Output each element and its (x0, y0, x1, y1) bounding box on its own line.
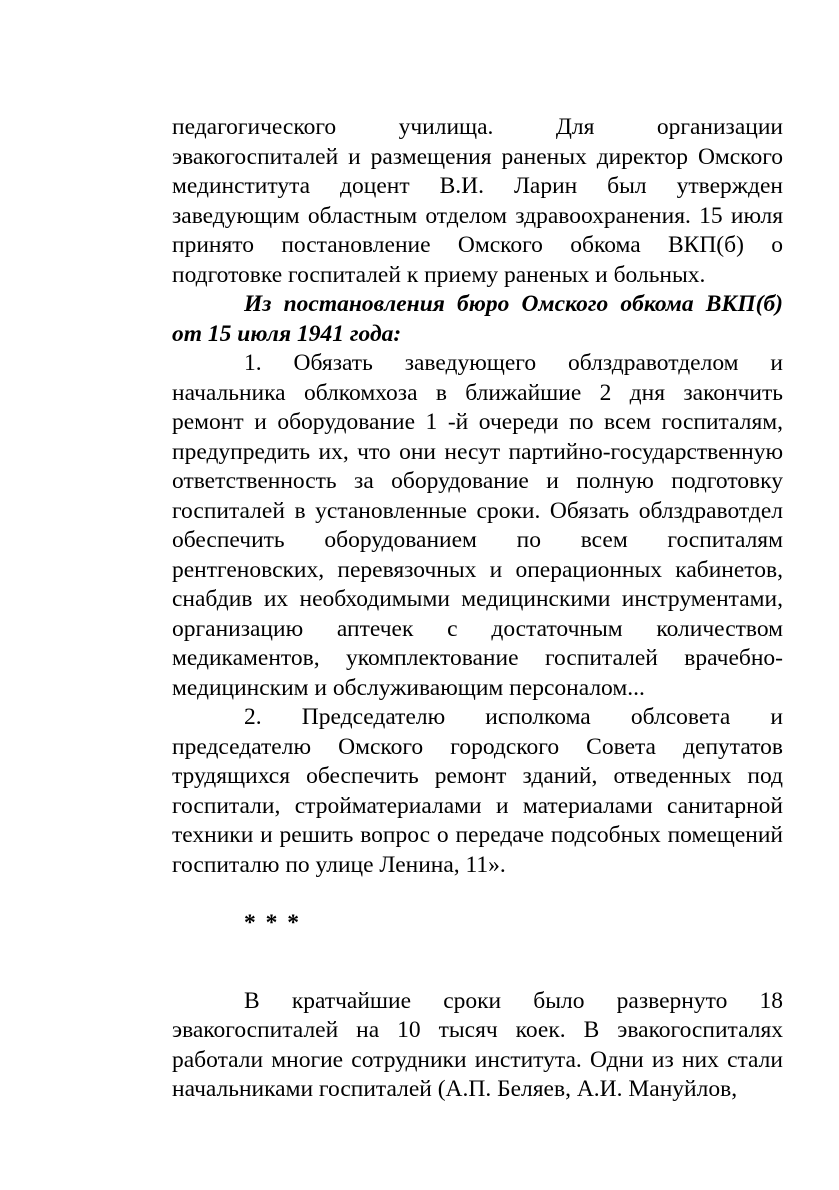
paragraph-hospitals: В кратчайшие сроки было развернуто 18 эвакогоспиталей на 10 тысяч коек. В эвакогоспиталях работали многие сотрудники института. Одни из них стали начальниками госпиталей (А.П. Беляев, А.И. Мануйлов, (172, 987, 783, 1102)
section-separator: * * * (244, 910, 301, 936)
resolution-item-1: 1. Обязать заведующего облздравотделом и начальника облкомхоза в ближайшие 2 дня закончить ремонт и оборудование 1 -й очереди по всем госпиталям, предупредить их, что они несут партийно-государственную ответственность за оборудование и полную подготовку госпиталей в установленные сроки. Обязать облздравотдел обеспечить оборудованием по всем госпиталям рентгеновских, перевязочных и операционных кабинетов, снабдив их необходимыми медицинскими инструментами, организацию аптечек с достаточным количеством медикаментов, укомплектование госпиталей врачебно-медицинским и обслуживающим персоналом... (172, 350, 783, 701)
paragraph-intro: педагогического училища. Для организации эвакогоспиталей и размещения раненых директор Омского мединститута доцент В.И. Ларин был утвержден заведующим областным отделом здравоохранения. 15 июля принято постановление Омского обкома ВКП(б) о подготовке госпиталей к приему раненых и больных. (172, 114, 783, 288)
quote-heading: Из постановления бюро Омского обкома ВКП(б) от 15 июля 1941 года: (172, 291, 783, 347)
document-body (172, 113, 783, 1105)
resolution-item-2: 2. Председателю исполкома облсовета и председателю Омского городского Совета депутатов трудящихся обеспечить ремонт зданий, отведенных под госпитали, стройматериалами и материалами санитарной техники и решить вопрос о передаче подсобных помещений госпиталю по улице Ленина, 11». (172, 704, 783, 878)
